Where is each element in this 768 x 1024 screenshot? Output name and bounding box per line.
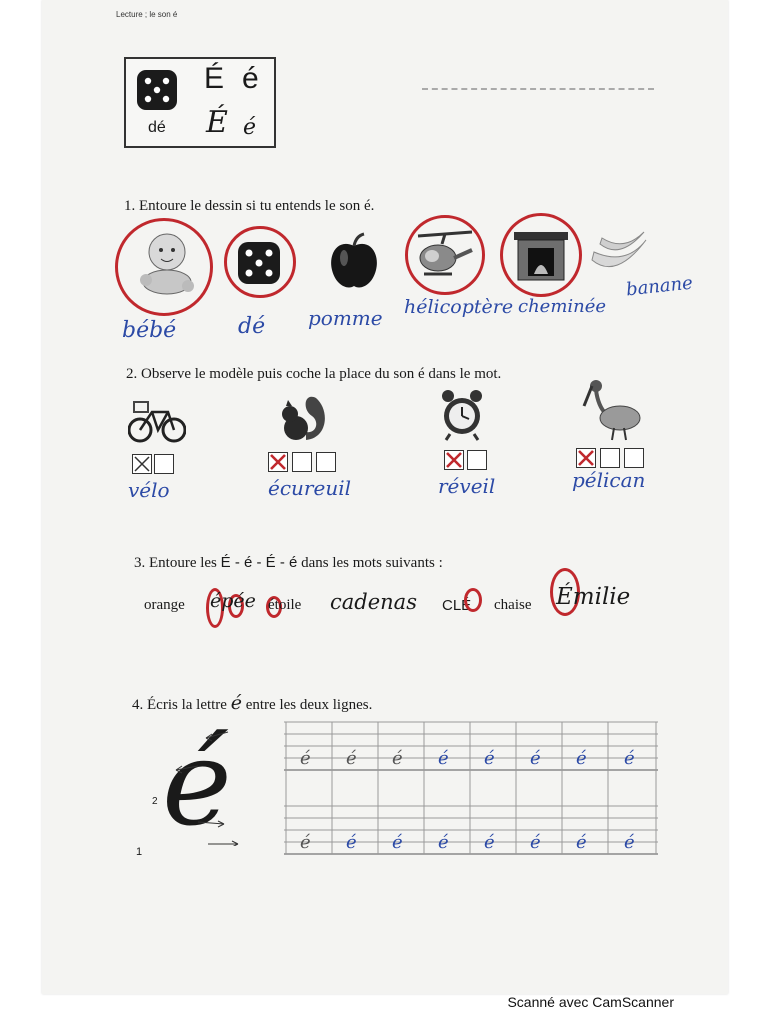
exercise1-instruction: 1. Entoure le dessin si tu entends le son é. [124,198,375,214]
syllable-checkbox[interactable] [576,448,596,468]
word-etoile: étoile [268,597,302,613]
syllable-checkbox[interactable] [467,450,487,470]
written-letter: é [484,832,495,853]
written-letter: é [576,832,587,853]
syllable-checkbox[interactable] [292,452,312,472]
syllable-checkbox[interactable] [154,454,174,474]
word-label: banane [625,272,694,301]
written-letter: é [624,748,635,769]
baby-icon [134,228,200,298]
word-label: cheminée [518,296,607,317]
cursive-upper-e: É [206,105,228,140]
word-label: dé [238,314,266,339]
exercise2-instruction: 2. Observe le modèle puis coche la place du son é dans le mot. [126,366,502,382]
check-mark-icon [269,453,287,471]
syllable-checkbox[interactable] [624,448,644,468]
written-letter: é [484,748,495,769]
check-mark-icon [577,449,595,467]
traced-letter: é [300,748,311,769]
word-epee: épée [210,590,256,612]
dice-icon [234,238,284,288]
written-letter: é [624,832,635,853]
exercise3-instruction [134,554,443,572]
alarm-clock-icon [440,388,484,442]
page-header: Lecture ; le son é [116,10,178,19]
exercise4-letter: é [230,692,242,714]
squirrel-icon [276,392,328,442]
written-letter: é [438,832,449,853]
word-label: réveil [438,474,496,498]
worksheet-page [42,0,728,994]
model-word: dé [148,119,166,136]
stroke-number: 1 [136,846,143,858]
stroke-arrows-icon [168,726,248,846]
written-letter: é [530,748,541,769]
traced-letter: é [392,748,403,769]
check-mark-icon [445,451,463,469]
model-letter: é [162,714,232,852]
pelican-icon [582,376,644,442]
word-cle: CLÉ [442,597,472,614]
exercise3-text-b: dans les mots suivants : [301,555,443,571]
scanner-footer: Scanné avec CamScanner [507,994,674,1010]
print-lower-e: é [242,62,259,95]
word-emilie: Émilie [556,584,631,610]
word-label: bébé [122,318,177,343]
traced-letter: é [300,832,311,853]
fireplace-icon [510,228,572,282]
syllable-checkbox[interactable] [600,448,620,468]
syllable-checkbox[interactable] [268,452,288,472]
exercise4-text-a: 4. Écris la lettre [132,697,227,713]
cursive-lower-e: é [243,115,257,140]
stroke-number: 2 [152,796,158,807]
dice-icon [134,67,180,113]
banana-icon [586,226,652,282]
model-box [124,57,276,148]
syllable-checkbox[interactable] [316,452,336,472]
bicycle-icon [128,398,186,444]
syllable-checkbox[interactable] [132,454,152,474]
exercise3-letters: É - é - É - é [220,554,298,571]
written-letter: é [438,748,449,769]
exercise3-text-a: 3. Entoure les [134,555,217,571]
name-line [422,88,654,90]
syllable-checkbox[interactable] [444,450,464,470]
traced-letter: é [346,748,357,769]
print-upper-e: É [204,62,225,95]
written-letter: é [392,832,403,853]
word-chaise: chaise [494,597,532,613]
word-label: écureuil [268,476,351,500]
check-mark-icon [133,455,151,473]
word-cadenas: cadenas [330,590,417,614]
apple-icon [326,232,382,292]
written-letter: é [576,748,587,769]
helicopter-icon [414,228,476,284]
word-orange: orange [144,597,185,613]
word-label: vélo [128,478,170,502]
exercise4-instruction [132,692,372,714]
written-letter: é [530,832,541,853]
exercise4-text-b: entre les deux lignes. [245,697,373,713]
writing-grid [284,720,660,858]
written-letter: é [346,832,357,853]
word-label: hélicoptère [404,296,514,318]
word-label: pomme [308,306,383,330]
answer-circle [464,588,482,612]
word-label: pélican [572,468,646,492]
